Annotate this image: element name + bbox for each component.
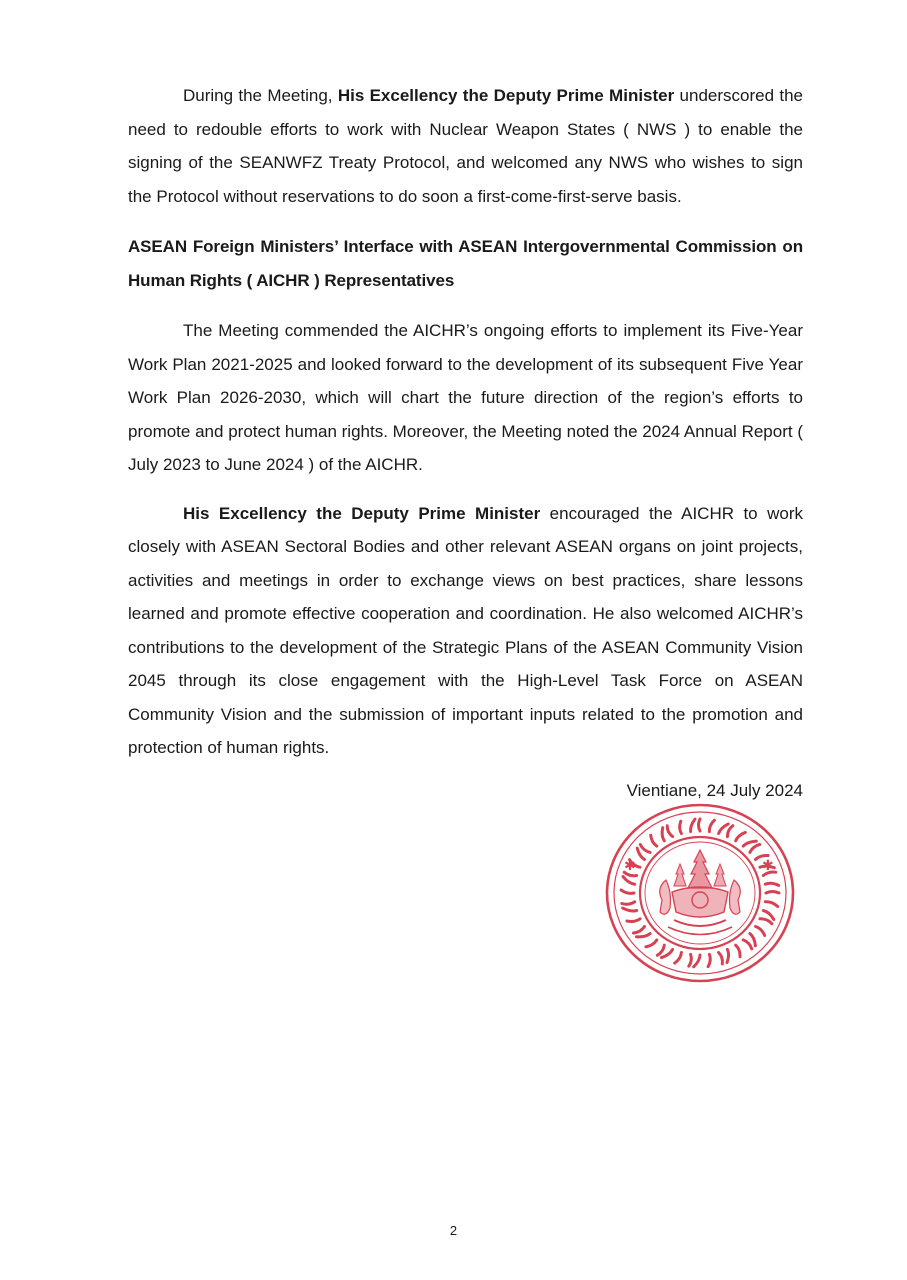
seal-glyph-mark bbox=[689, 954, 692, 966]
seal-glyph-mark bbox=[627, 919, 640, 922]
page-number: 2 bbox=[449, 1223, 458, 1238]
seal-glyph-mark bbox=[736, 832, 746, 840]
seal-glyph-mark bbox=[765, 883, 778, 885]
seal-glyph-mark bbox=[756, 927, 765, 936]
seal-glyph-mark bbox=[765, 902, 777, 907]
seal-glyph-mark bbox=[640, 845, 650, 853]
seal-glyph-mark bbox=[667, 826, 672, 837]
deputy-pm-bold-label: His Excellency the Deputy Prime Minister bbox=[183, 503, 541, 523]
svg-text:✱: ✱ bbox=[624, 858, 636, 874]
seal-glyph-mark bbox=[760, 919, 772, 924]
seal-glyph-mark bbox=[680, 821, 682, 833]
seal-glyph-mark bbox=[709, 820, 714, 831]
seal-glyph-mark bbox=[623, 908, 637, 911]
seal-glyph-mark bbox=[691, 819, 695, 832]
seal-glyph-mark bbox=[657, 945, 664, 955]
seal-glyph-mark bbox=[736, 945, 740, 957]
seal-glyph-mark bbox=[623, 877, 635, 885]
seal-glyph-mark bbox=[651, 835, 657, 846]
seal-glyph-mark bbox=[766, 892, 779, 894]
paragraph-aichr-cooperation-text: encouraged the AICHR to work closely with ASEAN Sectoral Bodies and other relevant ASEAN organs on joint projects, activities and meetings in order to exchange views on best practices, share lessons learned and promote effective cooperation and coordination. He also welcomed AICHR’s contributions to the development of the Strategic Plans of the ASEAN Community Vision 2045 through its close engagement with the High-Level Task Force on ASEAN Community Vision and the submission of important inputs related to the promotion and protection of human rights. bbox=[128, 503, 803, 757]
seal-glyph-mark bbox=[636, 934, 650, 937]
seal-glyph-mark bbox=[743, 940, 752, 949]
paragraph-nws-intro: During the Meeting, bbox=[183, 86, 338, 105]
seal-glyph-mark bbox=[621, 890, 634, 893]
svg-text:✱: ✱ bbox=[762, 858, 774, 874]
seal-glyph-mark bbox=[699, 819, 701, 831]
seal-glyph-mark bbox=[719, 953, 723, 965]
seal-glyph-mark bbox=[662, 828, 664, 841]
seal-glyph-mark bbox=[694, 955, 700, 967]
seal-glyph-mark bbox=[634, 927, 645, 934]
seal-glyph-mark bbox=[727, 826, 732, 837]
paragraph-nws bbox=[128, 79, 803, 213]
paragraph-aichr-cooperation bbox=[128, 497, 803, 765]
seal-glyph-mark bbox=[646, 940, 657, 947]
seal-glyph-mark bbox=[675, 953, 682, 964]
place-and-date: Vientiane, 24 July 2024 bbox=[626, 781, 803, 800]
paragraph-nws-text: underscored the need to redouble efforts to work with Nuclear Weapon States ( NWS ) to enable the signing of the SEANWFZ Treaty Protocol, and welcomed any NWS who wishes to sign the Protocol without reservations to do soon a first-come-first-serve basis. bbox=[128, 86, 803, 206]
deputy-pm-bold-label: His Excellency the Deputy Prime Minister bbox=[337, 86, 675, 105]
official-seal-icon bbox=[602, 800, 799, 986]
seal-glyph-mark bbox=[727, 949, 729, 962]
paragraph-aichr-workplan: The Meeting commended the AICHR’s ongoing efforts to implement its Five-Year Work Plan 2021-2025 and looked forward to the development of its subsequent Five Year Work Plan 2026-2030, which will chart the future direction of the region’s efforts to promote and protect human rights. Moreover, the Meeting noted the 2024 Annual Report ( July 2023 to June 2024 ) of the AICHR. bbox=[128, 321, 803, 474]
section-heading-aichr: ASEAN Foreign Ministers’ Interface with ASEAN Intergovernmental Commission on Human Rights ( AICHR ) Representatives bbox=[128, 237, 803, 290]
document-body bbox=[128, 79, 803, 765]
seal-glyph-mark bbox=[750, 845, 760, 853]
seal-glyph-mark bbox=[622, 902, 635, 904]
seal-glyph-mark bbox=[708, 954, 710, 966]
